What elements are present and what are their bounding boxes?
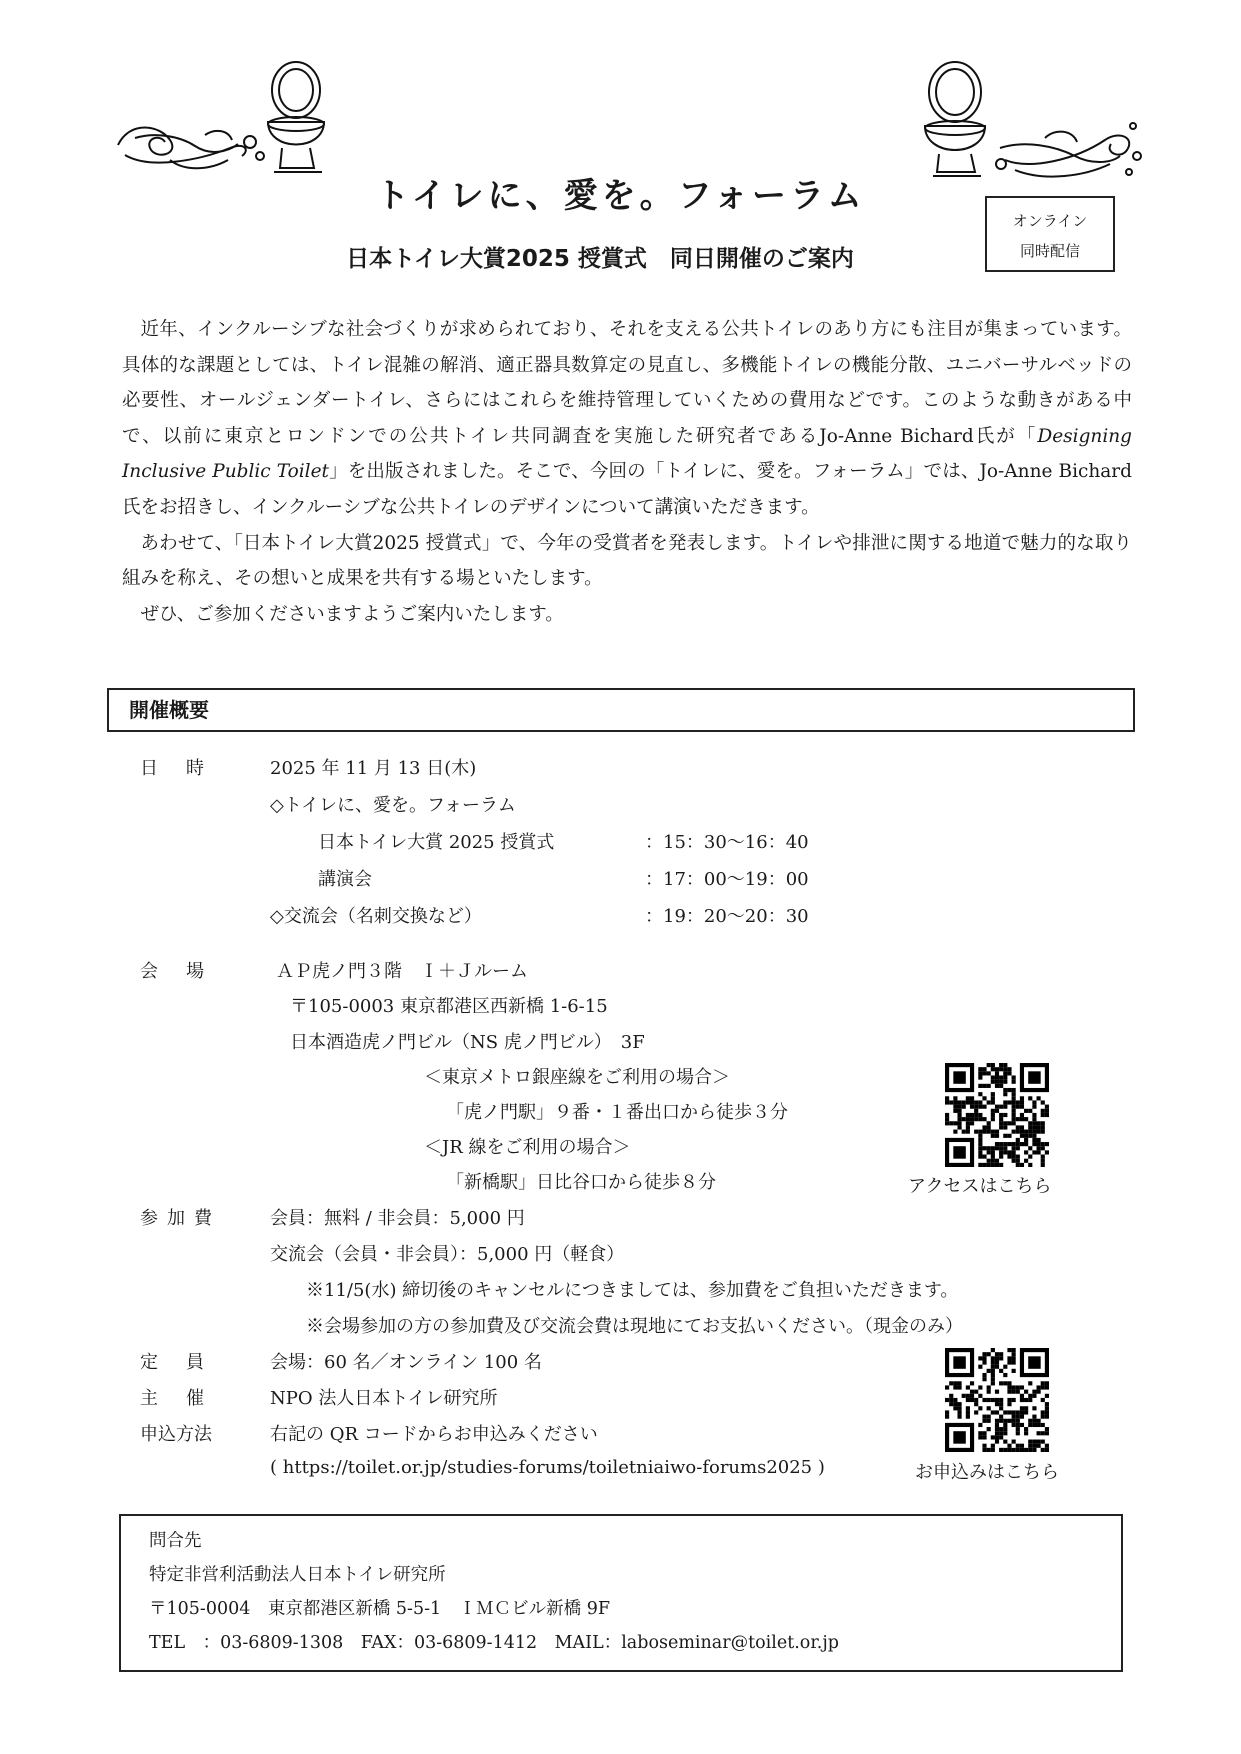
contact-heading: 問合先 xyxy=(149,1531,202,1551)
capacity-label: 定員 xyxy=(140,1352,232,1373)
metro-heading: ＜東京メトロ銀座線をご利用の場合＞ xyxy=(424,1067,730,1088)
fee-note1: ※11/5(水) 締切後のキャンセルにつきましては、参加費をご負担いただきます。 xyxy=(306,1280,959,1301)
intro-paragraph-3: ぜひ、ご参加くださいますようご案内いたします。 xyxy=(140,603,564,625)
access-qr-code[interactable] xyxy=(945,1063,1049,1167)
contact-box xyxy=(119,1514,1123,1672)
forum-heading: ◇トイレに、愛を。フォーラム xyxy=(270,795,516,816)
host-value: NPO 法人日本トイレ研究所 xyxy=(270,1388,498,1409)
award-time: ：15：30〜16：40 xyxy=(645,832,809,853)
jr-heading: ＜JR 線をご利用の場合＞ xyxy=(424,1137,631,1158)
intro-p1-part2: 」を出版されました。そこで、今回の「トイレに、愛を。フォーラム」では、Jo-Anne Bichard氏をお招きし、インクルーシブな公共トイレのデザインについて講演いただきます。 xyxy=(122,461,1132,518)
online-badge xyxy=(985,196,1115,272)
fee-label: 参加費 xyxy=(140,1208,221,1229)
lecture-time: ：17：00〜19：00 xyxy=(645,869,809,890)
contact-line: TEL ：03-6809-1308 FAX：03-6809-1412 MAIL：laboseminar@toilet.or.jp xyxy=(149,1633,839,1653)
intro-paragraph-1 xyxy=(122,312,1132,526)
online-badge-line2: 同時配信 xyxy=(1019,242,1080,260)
apply-qr-label: お申込みはこちら xyxy=(915,1462,1059,1483)
host-label: 主催 xyxy=(140,1388,232,1409)
party-label: ◇交流会（名刺交換など） xyxy=(270,906,482,927)
event-date: 2025 年 11 月 13 日(木) xyxy=(270,758,477,779)
intro-paragraph-2: あわせて、「日本トイレ大賞2025 授賞式」で、今年の受賞者を発表します。トイレや排泄に関する地道で魅力的な取り組みを称え、その想いと成果を共有する場といたします。 xyxy=(122,532,1132,590)
apply-label: 申込方法 xyxy=(140,1424,212,1445)
capacity-value: 会場：60 名／オンライン 100 名 xyxy=(270,1352,542,1373)
section-header: 開催概要 xyxy=(107,688,1135,732)
contact-org: 特定非営利活動法人日本トイレ研究所 xyxy=(149,1565,446,1585)
venue-name: ＡＰ虎ノ門３階 Ｉ＋Ｊルーム xyxy=(276,961,528,982)
page-title: トイレに、愛を。フォーラム xyxy=(375,176,866,216)
fee-note2: ※会場参加の方の参加費及び交流会費は現地にてお支払いください。（現金のみ） xyxy=(306,1316,963,1337)
fee-line2: 交流会（会員・非会員）：5,000 円（軽食） xyxy=(270,1244,625,1265)
lecture-label: 講演会 xyxy=(318,869,372,890)
venue-label: 会場 xyxy=(140,961,232,982)
venue-building: 日本酒造虎ノ門ビル（NS 虎ノ門ビル） 3F xyxy=(290,1032,645,1053)
jr-detail: 「新橋駅」日比谷口から徒歩８分 xyxy=(446,1172,716,1193)
award-label: 日本トイレ大賞 2025 授賞式 xyxy=(318,832,555,853)
venue-address: 〒105-0003 東京都港区西新橋 1-6-15 xyxy=(290,996,608,1017)
apply-value: 右記の QR コードからお申込みください xyxy=(270,1424,598,1445)
access-qr-label: アクセスはこちら xyxy=(908,1176,1052,1197)
apply-url[interactable]: ( https://toilet.or.jp/studies-forums/toiletniaiwo-forums2025 ) xyxy=(270,1457,825,1478)
intro-text xyxy=(122,312,1132,632)
apply-qr-code[interactable] xyxy=(945,1348,1049,1452)
book-title: Designing Inclusive Public Toilet xyxy=(122,425,1132,483)
party-time: ：19：20〜20：30 xyxy=(645,906,809,927)
fee-line1: 会員：無料 / 非会員：5,000 円 xyxy=(270,1208,525,1229)
metro-detail: 「虎ノ門駅」９番・１番出口から徒歩３分 xyxy=(446,1102,788,1123)
intro-p1-part1: 近年、インクルーシブな社会づくりが求められており、それを支える公共トイレのあり方にも注目が集まっています。具体的な課題としては、トイレ混雑の解消、適正器具数算定の見直し、多機能トイレの機能分散、ユニバーサルベッドの必要性、オールジェンダートイレ、さらにはこれらを維持管理していくための費用などです。このような動きがある中で、以前に東京とロンドンでの公共トイレ共同調査を実施した研究者であるJo-Anne Bichard氏が「 xyxy=(122,319,1132,447)
page-subtitle: 日本トイレ大賞2025 授賞式 同日開催のご案内 xyxy=(346,246,854,272)
contact-address: 〒105-0004 東京都港区新橋 5-5-1 ＩＭＣビル新橋 9F xyxy=(149,1599,610,1619)
online-badge-line1: オンライン xyxy=(1012,212,1088,230)
datetime-label: 日時 xyxy=(140,758,232,779)
